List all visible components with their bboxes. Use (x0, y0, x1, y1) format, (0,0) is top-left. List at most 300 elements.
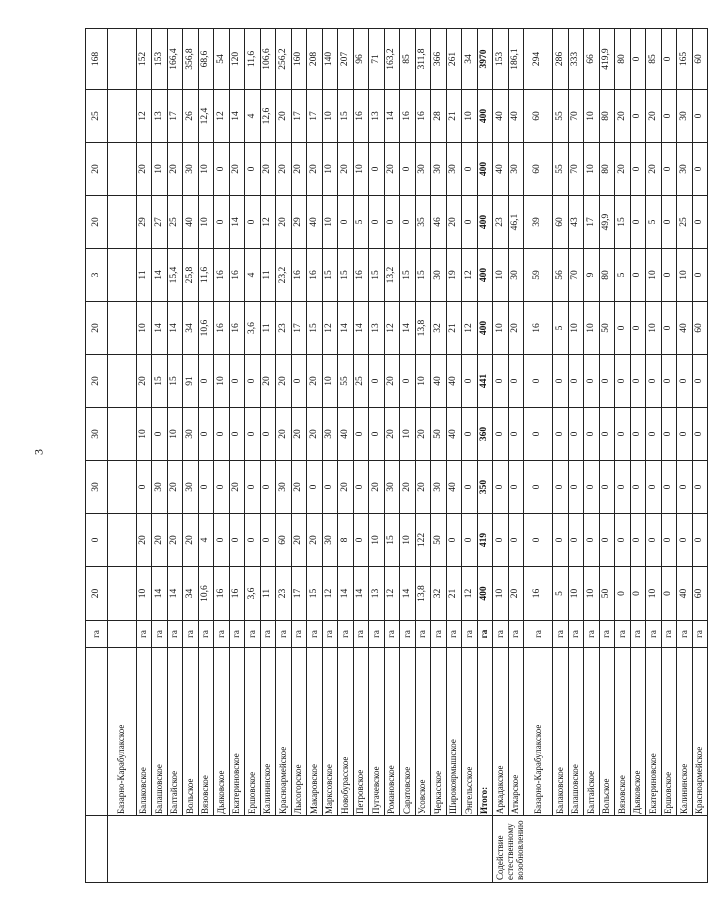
value-cell: 10 (584, 302, 600, 355)
value-cell: 9 (584, 249, 600, 302)
value-cell: 32 (431, 302, 447, 355)
unit-cell: га (646, 621, 662, 648)
region-name-cell: Калининское (677, 648, 693, 816)
region-name-cell: Новобурасское (338, 648, 354, 816)
value-cell: 5 (353, 196, 369, 249)
total-value-cell: 360 (477, 408, 493, 461)
value-cell: 30 (322, 408, 338, 461)
value-cell: 0 (568, 408, 584, 461)
header-row (86, 29, 108, 883)
value-cell: 0 (646, 514, 662, 567)
value-cell: 0 (553, 408, 569, 461)
value-cell: 4 (245, 249, 261, 302)
table-row (369, 29, 385, 883)
value-cell: 0 (508, 355, 524, 408)
value-cell: 0 (198, 355, 214, 408)
value-cell: 0 (260, 514, 276, 567)
value-cell: 20 (291, 514, 307, 567)
value-cell: 0 (446, 514, 462, 567)
value-cell: 20 (338, 143, 354, 196)
value-cell: 50 (599, 302, 615, 355)
value-cell: 20 (615, 143, 631, 196)
unit-cell: га (136, 621, 152, 648)
value-cell: 0 (568, 461, 584, 514)
value-cell: 10 (462, 90, 478, 143)
value-cell: 10 (584, 143, 600, 196)
value-cell: 12,4 (198, 90, 214, 143)
value-cell: 0 (400, 143, 416, 196)
value-cell: 27 (152, 196, 168, 249)
value-cell: 0 (646, 461, 662, 514)
value-cell: 10 (584, 90, 600, 143)
value-cell: 0 (615, 408, 631, 461)
value-cell: 286 (553, 29, 569, 90)
value-cell: 11 (136, 249, 152, 302)
table-row (446, 29, 462, 883)
value-cell: 0 (229, 514, 245, 567)
header-value-cell: 30 (86, 461, 108, 514)
value-cell: 20 (167, 461, 183, 514)
value-cell (107, 461, 136, 514)
value-cell: 0 (493, 514, 509, 567)
unit-cell: га (630, 621, 646, 648)
total-value-cell: 441 (477, 355, 493, 408)
value-cell: 60 (553, 196, 569, 249)
value-cell: 20 (167, 143, 183, 196)
value-cell: 15 (384, 514, 400, 567)
value-cell: 20 (446, 196, 462, 249)
value-cell: 356,8 (183, 29, 199, 90)
value-cell: 0 (214, 143, 230, 196)
value-cell: 20 (615, 90, 631, 143)
value-cell: 20 (136, 514, 152, 567)
value-cell: 0 (661, 196, 677, 249)
value-cell: 0 (661, 355, 677, 408)
value-cell: 13 (152, 90, 168, 143)
value-cell: 0 (214, 514, 230, 567)
value-cell: 20 (229, 461, 245, 514)
table-row (229, 29, 245, 883)
value-cell: 12 (462, 567, 478, 621)
value-cell: 17 (167, 90, 183, 143)
value-cell: 20 (260, 143, 276, 196)
region-name-cell: Вольское (183, 648, 199, 816)
value-cell: 10 (136, 408, 152, 461)
value-cell: 0 (584, 408, 600, 461)
value-cell: 30 (152, 461, 168, 514)
table-row (291, 29, 307, 883)
value-cell: 71 (369, 29, 385, 90)
value-cell: 39 (524, 196, 553, 249)
value-cell: 20 (291, 143, 307, 196)
value-cell: 10 (646, 302, 662, 355)
value-cell: 16 (214, 249, 230, 302)
value-cell: 54 (214, 29, 230, 90)
value-cell: 56 (553, 249, 569, 302)
value-cell: 0 (630, 29, 646, 90)
value-cell: 60 (692, 567, 708, 621)
value-cell: 14 (167, 567, 183, 621)
value-cell (107, 196, 136, 249)
value-cell: 10 (136, 567, 152, 621)
value-cell: 17 (584, 196, 600, 249)
unit-cell: га (553, 621, 569, 648)
region-name-cell: Аркадакское (493, 648, 509, 816)
total-value-cell: 400 (477, 90, 493, 143)
value-cell: 60 (692, 302, 708, 355)
region-name-cell: Саратовское (400, 648, 416, 816)
value-cell: 311,8 (415, 29, 431, 90)
unit-cell: га (524, 621, 553, 648)
value-cell: 10 (584, 567, 600, 621)
value-cell: 23 (493, 196, 509, 249)
unit-cell (107, 621, 136, 648)
table-row (692, 29, 708, 883)
value-cell: 12 (462, 302, 478, 355)
value-cell: 0 (524, 514, 553, 567)
region-name-cell: Романовское (384, 648, 400, 816)
table-row (568, 29, 584, 883)
value-cell: 10 (369, 514, 385, 567)
region-name-cell: Балаковское (136, 648, 152, 816)
total-value-cell: 400 (477, 196, 493, 249)
unit-cell: га (322, 621, 338, 648)
value-cell: 60 (524, 90, 553, 143)
value-cell: 0 (661, 90, 677, 143)
value-cell: 40 (446, 408, 462, 461)
value-cell: 66 (584, 29, 600, 90)
unit-cell: га (568, 621, 584, 648)
value-cell: 0 (599, 514, 615, 567)
value-cell: 50 (431, 408, 447, 461)
unit-cell: га (446, 621, 462, 648)
value-cell: 80 (599, 249, 615, 302)
value-cell: 0 (630, 90, 646, 143)
value-cell: 0 (615, 514, 631, 567)
value-cell: 0 (260, 408, 276, 461)
value-cell: 186,1 (508, 29, 524, 90)
value-cell: 0 (260, 461, 276, 514)
value-cell: 13 (369, 567, 385, 621)
table-row (584, 29, 600, 883)
region-name-cell: Широкоярмышское (446, 648, 462, 816)
region-name-cell: Марксовское (322, 648, 338, 816)
unit-cell: га (462, 621, 478, 648)
value-cell: 0 (245, 514, 261, 567)
table-row (524, 29, 553, 883)
value-cell (107, 514, 136, 567)
value-cell: 0 (524, 461, 553, 514)
value-cell: 20 (167, 514, 183, 567)
value-cell: 366 (431, 29, 447, 90)
value-cell: 0 (229, 355, 245, 408)
value-cell: 20 (276, 143, 292, 196)
table-row (508, 29, 524, 883)
value-cell: 16 (353, 249, 369, 302)
value-cell: 0 (677, 408, 693, 461)
table-row (661, 29, 677, 883)
unit-cell: га (276, 621, 292, 648)
region-name-cell: Екатериновское (229, 648, 245, 816)
value-cell: 15 (307, 567, 323, 621)
table-row (400, 29, 416, 883)
value-cell: 10 (167, 408, 183, 461)
value-cell: 0 (493, 355, 509, 408)
value-cell: 40 (493, 143, 509, 196)
value-cell: 0 (338, 196, 354, 249)
value-cell: 0 (307, 461, 323, 514)
value-cell: 20 (384, 355, 400, 408)
value-cell: 96 (353, 29, 369, 90)
value-cell: 0 (245, 461, 261, 514)
value-cell: 14 (152, 249, 168, 302)
value-cell: 20 (415, 408, 431, 461)
value-cell: 10 (493, 302, 509, 355)
header-value-cell: 20 (86, 196, 108, 249)
table-row (493, 29, 509, 883)
value-cell: 28 (431, 90, 447, 143)
header-value-cell: 25 (86, 90, 108, 143)
value-cell (107, 143, 136, 196)
value-cell: 0 (369, 408, 385, 461)
value-cell: 40 (493, 90, 509, 143)
value-cell: 0 (615, 302, 631, 355)
value-cell: 0 (584, 355, 600, 408)
table-row (214, 29, 230, 883)
region-name-cell: Петровское (353, 648, 369, 816)
value-cell: 20 (508, 302, 524, 355)
value-cell: 11,6 (198, 249, 214, 302)
value-cell: 60 (524, 143, 553, 196)
value-cell: 10 (198, 196, 214, 249)
value-cell: 0 (508, 408, 524, 461)
value-cell: 12 (214, 90, 230, 143)
value-cell: 0 (462, 408, 478, 461)
value-cell: 12,6 (260, 90, 276, 143)
region-name-cell: Усовское (415, 648, 431, 816)
table-row (553, 29, 569, 883)
value-cell: 0 (615, 355, 631, 408)
value-cell: 21 (446, 302, 462, 355)
value-cell: 4 (198, 514, 214, 567)
value-cell: 0 (136, 461, 152, 514)
value-cell: 20 (136, 355, 152, 408)
value-cell: 40 (677, 302, 693, 355)
value-cell: 0 (584, 461, 600, 514)
value-cell: 10 (322, 90, 338, 143)
value-cell: 70 (568, 90, 584, 143)
value-cell: 20 (415, 461, 431, 514)
value-cell: 14 (152, 567, 168, 621)
value-cell: 20 (276, 90, 292, 143)
value-cell: 0 (524, 408, 553, 461)
value-cell: 16 (307, 249, 323, 302)
value-cell: 25 (677, 196, 693, 249)
value-cell: 15 (415, 249, 431, 302)
value-cell: 20 (338, 461, 354, 514)
value-cell: 0 (508, 461, 524, 514)
header-value-cell: 20 (86, 302, 108, 355)
unit-cell: га (615, 621, 631, 648)
value-cell: 0 (661, 567, 677, 621)
unit-cell: га (369, 621, 385, 648)
value-cell: 12 (322, 302, 338, 355)
value-cell: 85 (400, 29, 416, 90)
table-row (677, 29, 693, 883)
table-row (384, 29, 400, 883)
value-cell: 40 (183, 196, 199, 249)
value-cell: 0 (630, 302, 646, 355)
value-cell: 30 (431, 461, 447, 514)
value-cell (107, 408, 136, 461)
value-cell: 0 (198, 461, 214, 514)
value-cell: 15 (369, 249, 385, 302)
value-cell: 15 (307, 302, 323, 355)
value-cell: 30 (183, 461, 199, 514)
value-cell: 10 (322, 355, 338, 408)
value-cell: 30 (431, 249, 447, 302)
value-cell: 12 (384, 302, 400, 355)
value-cell: 40 (307, 196, 323, 249)
value-cell: 20 (260, 355, 276, 408)
value-cell: 26 (183, 90, 199, 143)
value-cell: 0 (630, 514, 646, 567)
value-cell: 16 (415, 90, 431, 143)
value-cell: 11 (260, 249, 276, 302)
unit-cell: га (307, 621, 323, 648)
value-cell: 15 (615, 196, 631, 249)
value-cell: 5 (553, 302, 569, 355)
value-cell: 10 (322, 143, 338, 196)
value-cell: 13 (369, 302, 385, 355)
value-cell: 50 (599, 567, 615, 621)
value-cell: 0 (400, 196, 416, 249)
value-cell: 0 (508, 514, 524, 567)
value-cell: 10 (400, 514, 416, 567)
value-cell: 0 (615, 567, 631, 621)
unit-cell: га (477, 621, 493, 648)
value-cell: 207 (338, 29, 354, 90)
value-cell: 0 (677, 461, 693, 514)
unit-cell: га (214, 621, 230, 648)
value-cell: 0 (630, 249, 646, 302)
value-cell: 10 (493, 567, 509, 621)
value-cell: 10 (136, 302, 152, 355)
value-cell: 15 (322, 249, 338, 302)
value-cell: 153 (493, 29, 509, 90)
value-cell: 20 (646, 90, 662, 143)
value-cell: 20 (307, 514, 323, 567)
value-cell: 0 (353, 461, 369, 514)
page-number: 3 (31, 449, 46, 455)
category-cell (86, 816, 108, 883)
table-row (415, 29, 431, 883)
value-cell: 0 (630, 408, 646, 461)
value-cell: 13 (369, 90, 385, 143)
header-value-cell: 20 (86, 355, 108, 408)
value-cell: 0 (553, 514, 569, 567)
value-cell: 163,2 (384, 29, 400, 90)
value-cell: 10 (152, 143, 168, 196)
value-cell: 29 (136, 196, 152, 249)
value-cell: 14 (400, 302, 416, 355)
value-cell: 0 (214, 196, 230, 249)
value-cell: 17 (291, 302, 307, 355)
data-table-rotated (85, 28, 705, 883)
value-cell: 15 (338, 249, 354, 302)
unit-cell: га (599, 621, 615, 648)
value-cell: 0 (245, 355, 261, 408)
value-cell: 333 (568, 29, 584, 90)
value-cell: 13,8 (415, 302, 431, 355)
value-cell: 20 (384, 143, 400, 196)
value-cell: 20 (384, 408, 400, 461)
table-row (431, 29, 447, 883)
table-row (136, 29, 152, 883)
value-cell: 40 (677, 567, 693, 621)
value-cell: 16 (229, 567, 245, 621)
value-cell: 0 (630, 355, 646, 408)
total-value-cell: 400 (477, 249, 493, 302)
value-cell (107, 302, 136, 355)
value-cell: 0 (646, 408, 662, 461)
value-cell: 0 (152, 408, 168, 461)
value-cell: 0 (599, 355, 615, 408)
value-cell: 20 (276, 196, 292, 249)
unit-cell: га (384, 621, 400, 648)
region-name-cell: Калининское (260, 648, 276, 816)
value-cell: 0 (677, 514, 693, 567)
value-cell: 0 (661, 249, 677, 302)
value-cell: 0 (692, 461, 708, 514)
value-cell: 160 (291, 29, 307, 90)
value-cell: 55 (553, 90, 569, 143)
value-cell (107, 249, 136, 302)
region-name-cell: Базарно-Карабулакское (107, 648, 136, 816)
value-cell: 10 (415, 355, 431, 408)
value-cell: 0 (384, 196, 400, 249)
value-cell: 16 (524, 302, 553, 355)
value-cell: 25 (167, 196, 183, 249)
value-cell: 0 (462, 196, 478, 249)
value-cell: 0 (400, 355, 416, 408)
value-cell: 261 (446, 29, 462, 90)
region-name-cell: Базарно-Карабулакское (524, 648, 553, 816)
value-cell: 20 (229, 143, 245, 196)
table-row (462, 29, 478, 883)
header-value-cell: 168 (86, 29, 108, 90)
value-cell: 60 (276, 514, 292, 567)
value-cell: 0 (568, 514, 584, 567)
region-name-cell: Черкасское (431, 648, 447, 816)
value-cell: 3,6 (245, 567, 261, 621)
value-cell: 25 (353, 355, 369, 408)
value-cell: 0 (553, 355, 569, 408)
value-cell: 165 (677, 29, 693, 90)
value-cell: 5 (553, 567, 569, 621)
value-cell: 91 (183, 355, 199, 408)
value-cell: 0 (291, 355, 307, 408)
value-cell: 30 (415, 143, 431, 196)
value-cell: 20 (183, 514, 199, 567)
value-cell: 30 (276, 461, 292, 514)
region-name-cell: Балтайское (167, 648, 183, 816)
table-row (260, 29, 276, 883)
region-name-cell: Дьяковское (630, 648, 646, 816)
value-cell: 14 (384, 90, 400, 143)
value-cell: 0 (493, 461, 509, 514)
value-cell: 0 (692, 143, 708, 196)
